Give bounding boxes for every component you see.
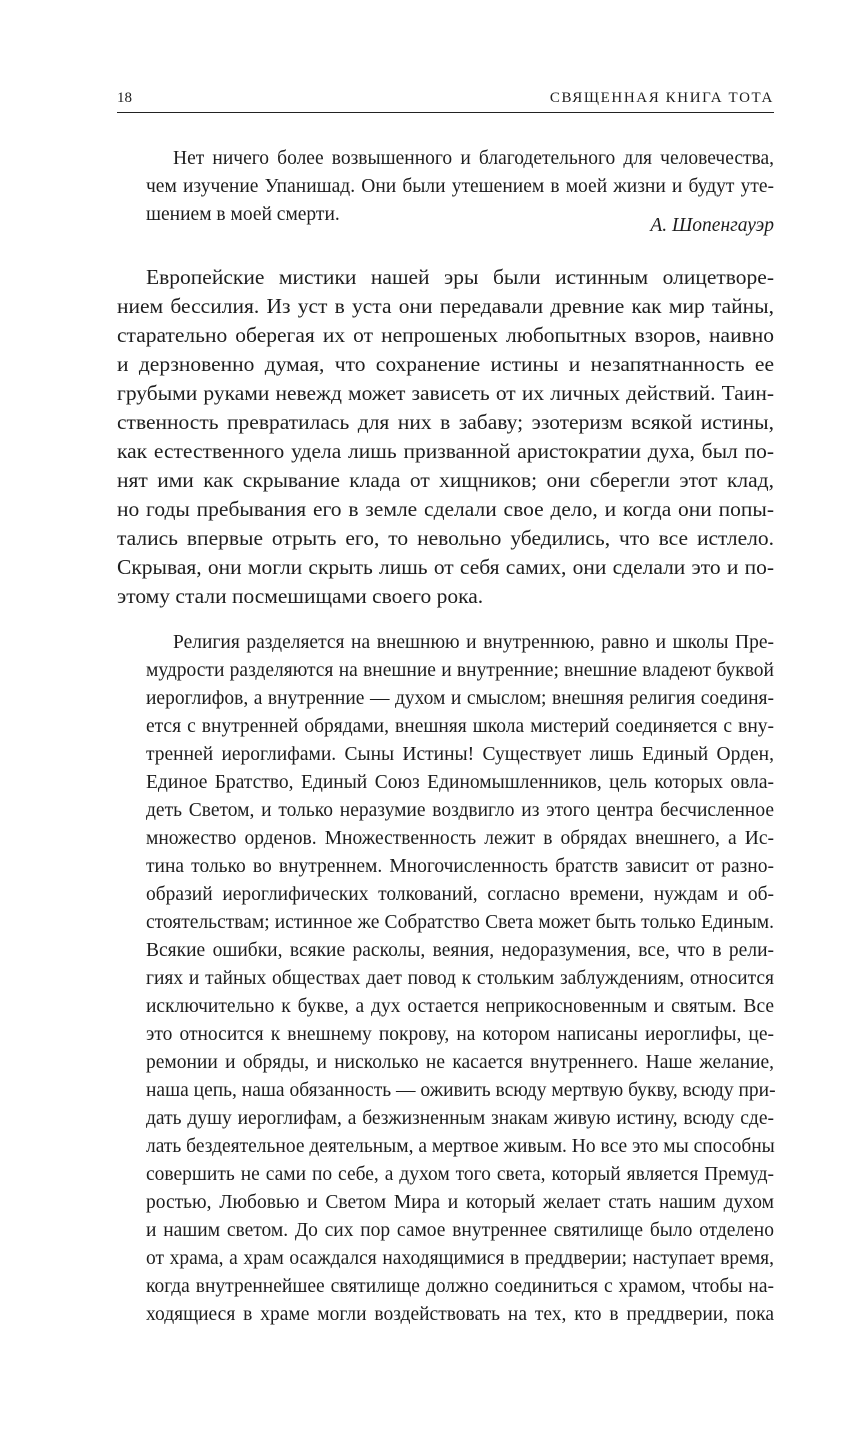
paragraph-line: Скрывая, они могли скрыть лишь от себя самих, они сделали это и по-	[117, 555, 774, 579]
quote-line: исключительно к букве, а дух остается неприкосновенным и святым. Все	[146, 996, 774, 1017]
quote-line: ростью, Любовью и Светом Мира и который желает стать нашим духом	[146, 1192, 774, 1213]
epigraph-attribution: А. Шопенгауэр	[650, 215, 774, 236]
paragraph-line: этому стали посмешищами своего рока.	[117, 584, 484, 608]
quote-line: гиях и тайных обществах дает повод к стольким заблуждениям, относится	[146, 968, 774, 989]
paragraph-line: старательно оберегая их от непрошеных любопытных взоров, наивно	[117, 323, 774, 347]
quote-line: стоятельствам; истинное же Собратство Света может быть только Единым.	[146, 912, 774, 933]
paragraph-line: но годы пребывания его в земле сделали свое дело, и когда они попы-	[117, 497, 774, 521]
quote-line: Всякие ошибки, всякие расколы, веяния, недоразумения, все, что в рели-	[146, 940, 774, 961]
page-number: 18	[117, 90, 132, 106]
quote-line: ется с внутренней обрядами, внешняя школа мистерий соединяется с вну-	[146, 716, 774, 737]
quote-line: от храма, а храм осаждался находящимися в преддверии; наступает время,	[146, 1248, 774, 1269]
epigraph-line: чем изучение Упанишад. Они были утешением в моей жизни и будут уте-	[146, 176, 774, 197]
quote-line: когда внутреннейшее святилище должно соединиться с храмом, чтобы на-	[146, 1276, 774, 1297]
quote-line: образий иероглифических толкований, согласно времени, нуждам и об-	[146, 884, 774, 905]
quote-line: это относится к внешнему покрову, на котором написаны иероглифы, це-	[146, 1024, 774, 1045]
quote-line: ходящиеся в храме могли воздействовать на тех, кто в преддверии, пока	[146, 1304, 774, 1325]
paragraph-line: ственность превратилась для них в забаву; эзотеризм всякой истины,	[117, 410, 774, 434]
quote-line: Единое Братство, Единый Союз Единомышленников, цель которых овла-	[146, 772, 774, 793]
paragraph-line: как естественного удела лишь призванной аристократии духа, был по-	[117, 439, 774, 463]
quote-line: дать душу иероглифам, а безжизненным знакам живую истину, всюду сде-	[146, 1108, 774, 1129]
quote-line: мудрости разделяются на внешние и внутренние; внешние владеют буквой	[146, 660, 774, 681]
quote-line: множество орденов. Множественность лежит в обрядах внешнего, а Ис-	[146, 828, 774, 849]
quote-line: тренней иероглифами. Сыны Истины! Существует лишь Единый Орден,	[146, 744, 774, 765]
paragraph-line: тались впервые отрыть его, то невольно убедились, что все истлело.	[117, 526, 774, 550]
paragraph-line: грубыми руками невежд может зависеть от их личных действий. Таин-	[117, 381, 774, 405]
paragraph-line: и дерзновенно думая, что сохранение истины и незапятнанность ее	[117, 352, 774, 376]
quote-line: Религия разделяется на внешнюю и внутреннюю, равно и школы Пре-	[173, 632, 774, 653]
running-title: СВЯЩЕННАЯ КНИГА ТОТА	[549, 90, 774, 106]
paragraph-line: нят ими как скрывание клада от хищников; они сберегли этот клад,	[117, 468, 774, 492]
quote-line: и нашим светом. До сих пор самое внутреннее святилище было отделено	[146, 1220, 774, 1241]
running-header	[117, 88, 774, 113]
quote-line: иероглифов, а внутренние — духом и смыслом; внешняя религия соединя-	[146, 688, 774, 709]
quote-line: совершить не сами по себе, а духом того света, который является Премуд-	[146, 1164, 774, 1185]
epigraph-line: Нет ничего более возвышенного и благодетельного для человечества,	[173, 148, 774, 169]
paragraph-line: Европейские мистики нашей эры были истинным олицетворе-	[146, 265, 774, 289]
quote-line: наша цепь, наша обязанность — оживить всюду мертвую букву, всюду при-	[146, 1080, 776, 1101]
quote-line: ремонии и обряды, и нисколько не касается внутреннего. Наше желание,	[146, 1052, 774, 1073]
quote-line: лать бездеятельное деятельным, а мертвое живым. Но все это мы способны	[146, 1136, 775, 1157]
quote-line: тина только во внутреннем. Многочисленность братств зависит от разно-	[146, 856, 774, 877]
epigraph-line: шением в моей смерти.	[146, 204, 340, 225]
paragraph-line: нием бессилия. Из уст в уста они передавали древние как мир тайны,	[117, 294, 774, 318]
quote-line: деть Светом, и только неразумие воздвигло из этого центра бесчисленное	[146, 800, 774, 821]
